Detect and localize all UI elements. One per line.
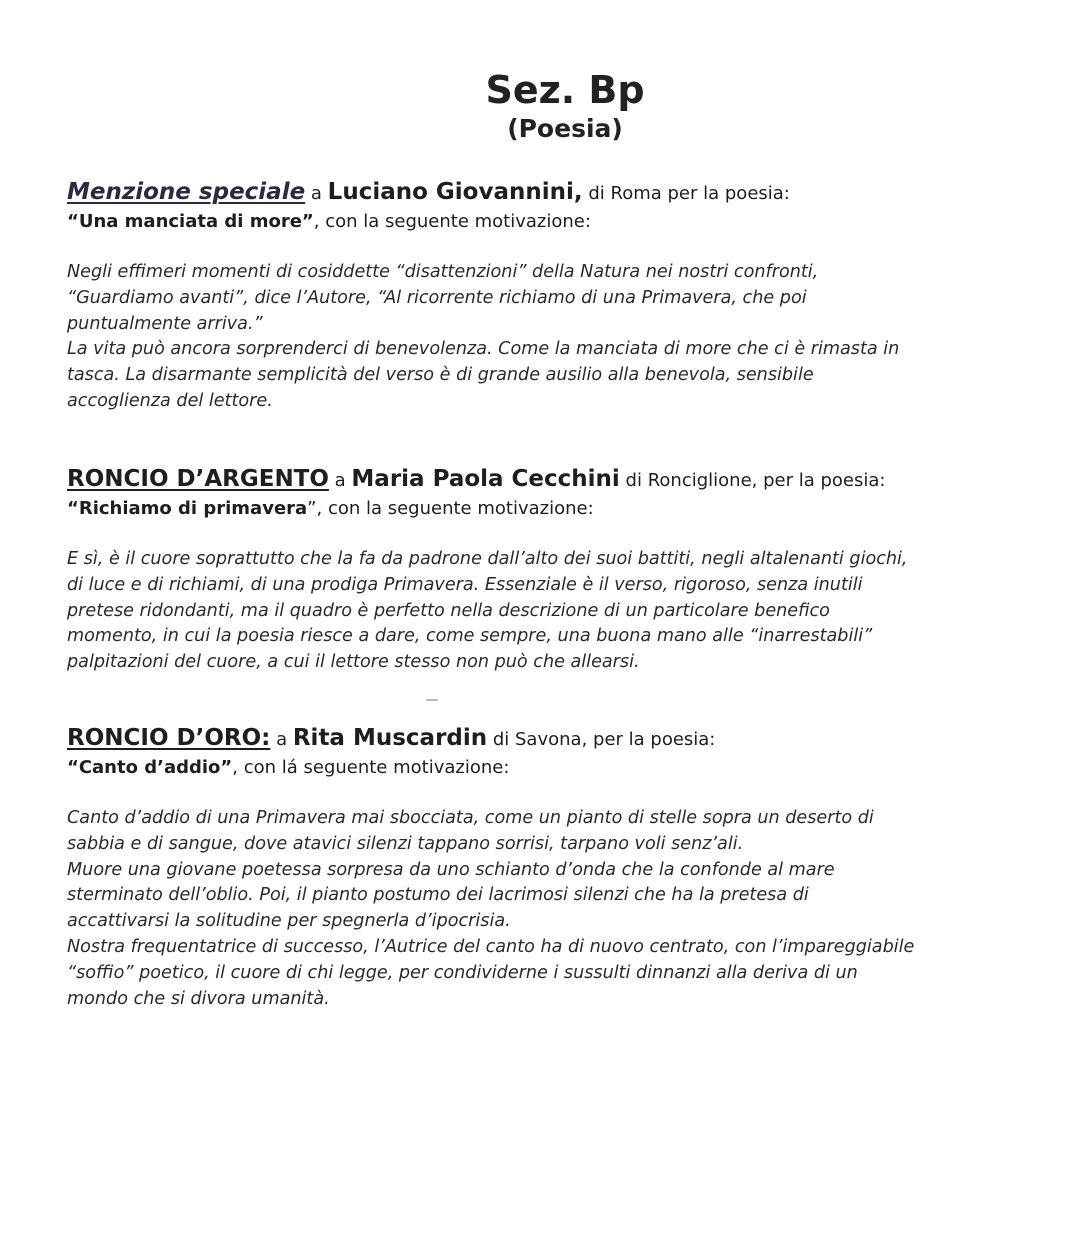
motivation-line: accattivarsi la solitudine per spegnerla d’ipocrisia. — [67, 911, 511, 932]
motivation-text — [67, 806, 1067, 1012]
scan-speck — [426, 699, 438, 701]
motivation-line: “soffio” poetico, il cuore di chi legge, per condividerne i sussulti dinnanzi alla deriva di un — [67, 962, 858, 983]
motivation-line: E sì, è il cuore soprattutto che la fa da padrone dall’alto dei suoi battiti, negli altalenanti giochi, — [67, 549, 908, 569]
motivation-line: sterminato dell’oblio. Poi, il pianto postumo dei lacrimosi silenzi che ha la pretesa di — [67, 885, 809, 906]
poem-title: “Richiamo di primavera — [67, 498, 308, 519]
page-title: Sez. Bp — [485, 68, 645, 112]
title-block — [0, 68, 1068, 146]
award-section-roncio-oro — [67, 724, 1067, 1012]
poem-title: “Una manciata di more” — [67, 211, 314, 232]
award-line — [67, 465, 1067, 495]
winner-name: Rita Muscardin — [292, 725, 488, 751]
motivation-text — [67, 547, 1067, 676]
poem-detail: , con la seguente motivazione: — [313, 211, 591, 232]
award-detail: di Savona, per la poesia: — [487, 729, 716, 750]
poem-line — [67, 208, 1067, 236]
motivation-line: Canto d’addio di una Primavera mai sbocciata, come un pianto di stelle sopra un deserto di — [67, 808, 874, 828]
poem-title: “Canto d’addio” — [67, 757, 233, 778]
award-detail: di Ronciglione, per la poesia: — [619, 470, 886, 491]
motivation-line: pretese ridondanti, ma il quadro è perfetto nella descrizione di un particolare benefico — [67, 600, 830, 621]
motivation-line: sabbia e di sangue, dove atavici silenzi tappano sorrisi, tarpano voli senz’ali. — [67, 833, 744, 854]
motivation-text — [67, 260, 1067, 415]
award-line — [67, 724, 1067, 754]
award-name: RONCIO D’ARGENTO — [67, 466, 329, 492]
motivation-line: di luce e di richiami, di una prodiga Primavera. Essenziale è il verso, rigoroso, senza inutili — [67, 574, 863, 595]
poem-line — [67, 495, 1067, 523]
motivation-line: La vita può ancora sorprenderci di benevolenza. Come la manciata di more che ci è rimasta in — [67, 339, 900, 360]
award-connector: a — [270, 729, 293, 750]
award-connector: a — [305, 183, 328, 204]
motivation-line: “Guardiamo avanti”, dice l’Autore, “Al ricorrente richiamo di una Primavera, che poi — [67, 287, 807, 308]
award-section-menzione — [67, 178, 1067, 415]
poem-line — [67, 754, 1067, 782]
award-section-roncio-argento — [67, 465, 1067, 676]
poem-detail: , con lá seguente motivazione: — [232, 757, 510, 778]
motivation-line: Negli effimeri momenti di cosiddette “disattenzioni” della Natura nei nostri confronti, — [67, 262, 819, 282]
page-subtitle: (Poesia) — [507, 114, 623, 143]
motivation-line: mondo che si divora umanità. — [67, 988, 330, 1009]
motivation-line: momento, in cui la poesia riesce a dare, come sempre, una buona mano alle “inarrestabili” — [67, 626, 873, 647]
motivation-line: Muore una giovane poetessa sorpresa da uno schianto d’onda che la confonde al mare — [67, 859, 835, 880]
winner-name: Luciano Giovannini, — [327, 179, 583, 205]
award-line — [67, 178, 1067, 208]
motivation-line: accoglienza del lettore. — [67, 390, 273, 411]
motivation-line: Nostra frequentatrice di successo, l’Autrice del canto ha di nuovo centrato, con l’impareggiabile — [67, 936, 915, 957]
award-connector: a — [328, 470, 352, 491]
award-name: RONCIO D’ORO: — [67, 725, 271, 751]
award-name: Menzione speciale — [67, 179, 306, 205]
motivation-line: palpitazioni del cuore, a cui il lettore stesso non può che allearsi. — [67, 652, 640, 673]
award-detail: di Roma per la poesia: — [582, 183, 790, 204]
motivation-line: puntualmente arriva.” — [67, 313, 263, 334]
winner-name: Maria Paola Cecchini — [351, 466, 620, 492]
motivation-line: tasca. La disarmante semplicità del verso è di grande ausilio alla benevola, sensibile — [67, 365, 814, 386]
poem-detail: ”, con la seguente motivazione: — [307, 498, 594, 519]
